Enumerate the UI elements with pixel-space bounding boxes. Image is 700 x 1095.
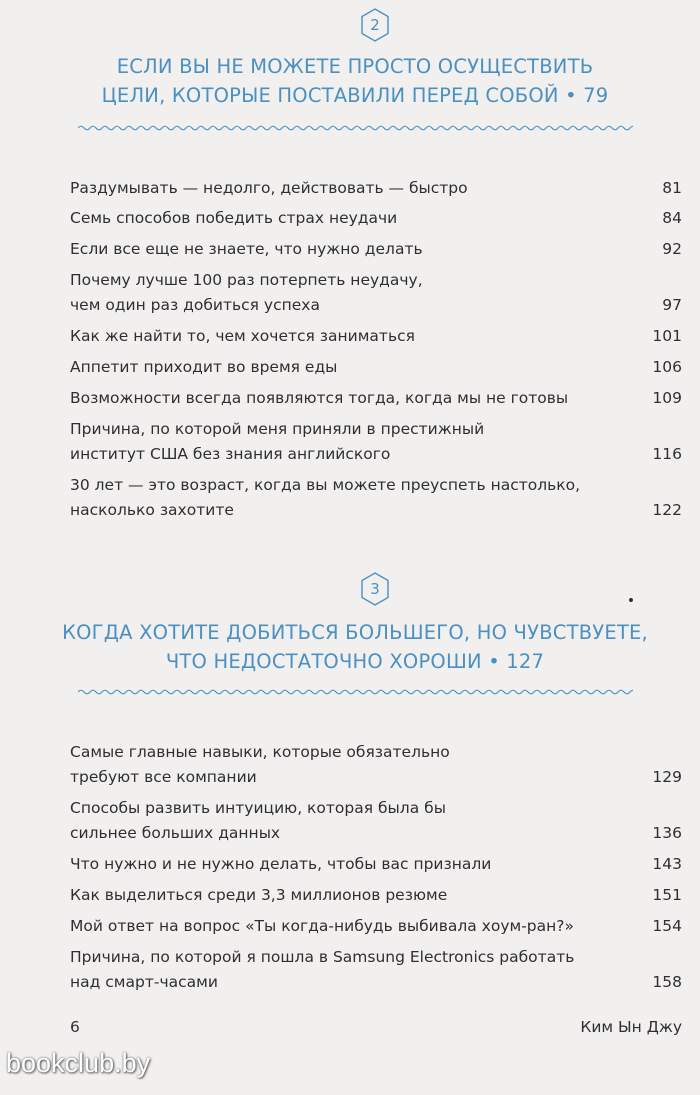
toc-entry-page: 122: [652, 501, 682, 519]
site-watermark: bookclub.by: [6, 1048, 151, 1078]
toc-entry[interactable]: [70, 740, 682, 790]
chapter-title-line: ЕСЛИ ВЫ НЕ МОЖЕТЕ ПРОСТО ОСУЩЕСТВИТЬ: [116, 55, 594, 78]
toc-entry-title: Причина, по которой меня приняли в престижный институт США без знания английского: [70, 420, 485, 463]
toc-entry-page: 116: [652, 445, 682, 463]
toc-entry-page: 154: [652, 917, 682, 935]
toc-entry-page: 101: [652, 327, 682, 345]
toc-entry[interactable]: [70, 386, 682, 411]
chapter-number: 2: [370, 16, 380, 34]
wave-line: [78, 126, 633, 130]
chapter-2-number-badge: [360, 8, 390, 42]
toc-entry-page: 84: [662, 209, 682, 227]
toc-entry-title: 30 лет — это возраст, когда вы можете преуспеть настолько, насколько захотите: [70, 476, 581, 519]
toc-entry-page: 136: [652, 824, 682, 842]
toc-entry[interactable]: [70, 355, 682, 380]
page-speck: [629, 598, 633, 602]
toc-entry-page: 81: [662, 179, 682, 197]
toc-entry-title: Почему лучше 100 раз потерпеть неудачу, чем один раз добиться успеха: [70, 271, 423, 314]
toc-entry-title: Как выделиться среди 3,3 миллионов резюме: [70, 886, 448, 904]
page-number: 6: [70, 1018, 80, 1036]
toc-entry-title: Причина, по которой я пошла в Samsung Electronics работать над смарт-часами: [70, 948, 575, 991]
toc-entry[interactable]: [70, 473, 682, 523]
chapter-number: 3: [370, 580, 380, 598]
toc-entry[interactable]: [70, 852, 682, 877]
toc-entry-title: Аппетит приходит во время еды: [70, 358, 338, 376]
toc-entry-title: Возможности всегда появляются тогда, когда мы не готовы: [70, 389, 569, 407]
toc-entry-page: 129: [652, 768, 682, 786]
toc-entry-title: Мой ответ на вопрос «Ты когда-нибудь выбивала хоум-ран?»: [70, 917, 574, 935]
toc-entry-title: Самые главные навыки, которые обязательно требуют все компании: [70, 743, 450, 786]
chapter-title-line: КОГДА ХОТИТЕ ДОБИТЬСЯ БОЛЬШЕГО, НО ЧУВСТВУЕТЕ,: [62, 621, 648, 644]
toc-entry-page: 158: [652, 973, 682, 991]
chapter-3-entries: [70, 740, 682, 995]
chapter-2-entries: [70, 176, 682, 523]
wave-line: [78, 690, 633, 694]
chapter-2-title: [60, 52, 650, 110]
wavy-divider: [78, 124, 633, 132]
toc-entry-title: Раздумывать — недолго, действовать — быстро: [70, 179, 468, 197]
toc-entry-title: Если все еще не знаете, что нужно делать: [70, 240, 423, 258]
toc-entry[interactable]: [70, 206, 682, 231]
running-footer-author: Ким Ын Джу: [580, 1018, 682, 1036]
chapter-3-number-badge: [360, 572, 390, 606]
toc-entry[interactable]: [70, 268, 682, 318]
toc-entry-title: Способы развить интуицию, которая была бы сильнее больших данных: [70, 799, 446, 842]
toc-entry-page: 97: [662, 296, 682, 314]
chapter-title-line: ЦЕЛИ, КОТОРЫЕ ПОСТАВИЛИ ПЕРЕД СОБОЙ • 79: [101, 84, 609, 107]
chapter-3-title: [60, 618, 650, 676]
toc-entry[interactable]: [70, 176, 682, 201]
toc-entry-title: Что нужно и не нужно делать, чтобы вас признали: [70, 855, 492, 873]
chapter-title-line: ЧТО НЕДОСТАТОЧНО ХОРОШИ • 127: [165, 650, 545, 673]
toc-entry-page: 92: [662, 240, 682, 258]
toc-entry[interactable]: [70, 796, 682, 846]
toc-entry-page: 151: [652, 886, 682, 904]
toc-entry[interactable]: [70, 417, 682, 467]
toc-entry-page: 106: [652, 358, 682, 376]
wavy-divider: [78, 688, 633, 696]
toc-entry-page: 143: [652, 855, 682, 873]
toc-entry[interactable]: [70, 324, 682, 349]
toc-entry-title: Семь способов победить страх неудачи: [70, 209, 398, 227]
toc-entry[interactable]: [70, 237, 682, 262]
toc-entry[interactable]: [70, 945, 682, 995]
toc-entry[interactable]: [70, 883, 682, 908]
toc-entry-title: Как же найти то, чем хочется заниматься: [70, 327, 415, 345]
toc-entry-page: 109: [652, 389, 682, 407]
toc-entry[interactable]: [70, 914, 682, 939]
